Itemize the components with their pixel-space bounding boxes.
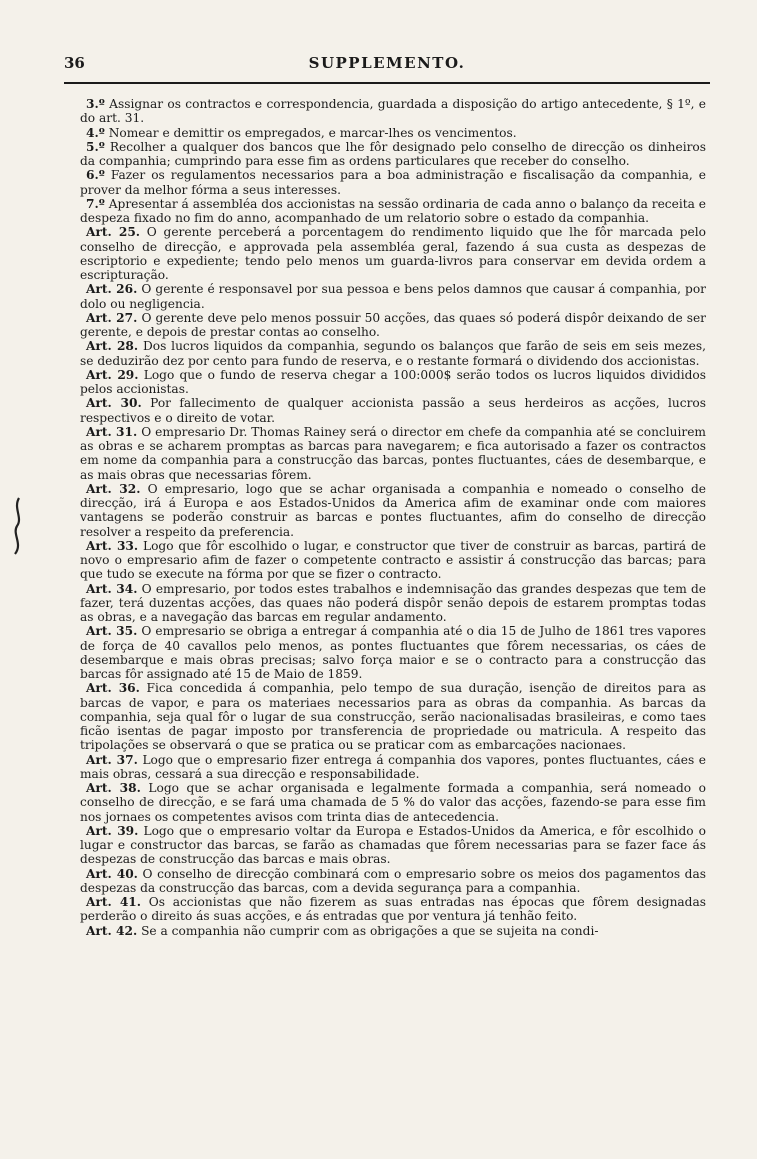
article-paragraph xyxy=(80,624,706,681)
article-text: Recolher a qualquer dos bancos que lhe fôr designado pelo conselho de direcção os dinheiros da companhia; cumprindo para esse fim as ordens particulares que receber do conselho. xyxy=(80,139,707,168)
article-text: Logo que o empresario fizer entrega á companhia dos vapores, pontes fluctuantes, cáes e mais obras, cessará a sua direcção e responsabilidade. xyxy=(80,752,707,781)
article-paragraph xyxy=(80,368,706,397)
article-paragraph xyxy=(80,97,706,126)
article-text: Os accionistas que não fizerem as suas entradas nas épocas que fôrem designadas perderão o direito ás suas acções, e ás entradas que por ventura já tenhão feito. xyxy=(80,895,707,924)
article-number: 5.º xyxy=(86,139,105,154)
article-number: Art. 33. xyxy=(86,538,139,553)
article-paragraph xyxy=(80,225,706,282)
article-paragraph xyxy=(80,126,706,140)
article-text: Logo que o fundo de reserva chegar a 100:000$ serão todos os lucros liquidos divididos pelos accionistas. xyxy=(80,367,706,396)
article-number: Art. 41. xyxy=(86,895,142,909)
article-paragraph xyxy=(80,140,706,169)
article-paragraph xyxy=(80,311,706,340)
article-paragraph xyxy=(80,781,706,824)
article-number: 6.º xyxy=(86,168,105,183)
article-number: Art. 34. xyxy=(86,581,138,596)
article-text: Nomear e demittir os empregados, e marcar-lhes os vencimentos. xyxy=(108,125,517,140)
article-paragraph xyxy=(80,895,706,924)
article-number: Art. 39. xyxy=(86,823,139,838)
article-text: O empresario Dr. Thomas Rainey será o director em chefe da companhia até se concluirem as obras e se acharem promptas as barcas para navegarem; e fica autorisado a fazer os contractos em nome da companhia para a construcção das barcas, pontes fluctuantes, cáes de desembarque, e as mais obras que necessarias fôrem. xyxy=(80,424,706,482)
article-body xyxy=(80,97,706,938)
article-text: O conselho de direcção combinará com o empresario sobre os meios dos pagamentos das despezas da construcção das barcas, com a devida segurança para a companhia. xyxy=(80,866,706,895)
article-text: O empresario, logo que se achar organisada a companhia e nomeado o conselho de direcção, irá á Europa e aos Estados-Unidos da America afim de examinar onde com maiores vantagens se poderão construir as barcas e pontes fluctuantes, afim do conselho de direcção resolver a respeito da preferencia. xyxy=(80,481,707,539)
article-text: O gerente é responsavel por sua pessoa e bens pelos damnos que causar á companhia, por dolo ou negligencia. xyxy=(80,282,707,311)
article-number: Art. 28. xyxy=(86,339,139,354)
article-text: Apresentar á assembléa dos accionistas na sessão ordinaria de cada anno o balanço da receita e despeza fixado no fim do anno, acompanhado de um relatorio sobre o estado da companhia. xyxy=(80,196,707,225)
article-text: O empresario, por todos estes trabalhos e indemnisação das grandes despezas que tem de fazer, terá duzentas acções, das quaes não poderá dispôr senão depois de estarem promptas todas as obras, e a navegação das barcas em regular andamento. xyxy=(80,581,707,624)
article-paragraph xyxy=(80,425,706,482)
article-text: Fica concedida á companhia, pelo tempo de sua duração, isenção de direitos para as barcas de vapor, e para os materiaes necessarios para as obras da companhia. As barcas da companhia, seja qual fôr o lugar de sua construcção, serão nacionalisadas brasileiras, e como taes ficão isentas de pagar imposto por transferencia de propriedade ou matricula. A respeito das tripolações se observará o que se pratica ou se praticar com as embarcações nacionaes. xyxy=(80,681,706,753)
page-number: 36 xyxy=(64,54,85,72)
article-text: O gerente deve pelo menos possuir 50 acções, das quaes só poderá dispôr deixando de ser gerente, e depois de prestar contas ao conselho. xyxy=(80,310,707,339)
article-number: 3.º xyxy=(86,97,105,111)
article-number: Art. 36. xyxy=(86,681,140,696)
article-text: Logo que o empresario voltar da Europa e Estados-Unidos da America, e fôr escolhido o lugar e constructor das barcas, se farão as chamadas que fôrem necessarias para se fazer face ás despezas de construcção das barcas e mais obras. xyxy=(80,823,707,867)
page-header xyxy=(64,54,710,78)
article-text: Fazer os regulamentos necessarios para a boa administração e fiscalisação da companhia, e prover da melhor fórma a seus interesses. xyxy=(80,168,706,197)
article-number: Art. 32. xyxy=(86,481,141,496)
article-paragraph xyxy=(80,867,706,896)
header-rule xyxy=(64,82,710,84)
article-text: Por fallecimento de qualquer accionista passão a seus herdeiros as acções, lucros respectivos e o direito de votar. xyxy=(80,396,706,425)
article-paragraph xyxy=(80,197,706,226)
article-number: Art. 29. xyxy=(86,367,139,382)
article-paragraph xyxy=(80,753,706,782)
article-number: Art. 27. xyxy=(86,310,138,325)
article-number: Art. 31. xyxy=(86,424,138,439)
article-number: Art. 26. xyxy=(86,282,138,297)
article-text: Se a companhia não cumprir com as obrigações a que se sujeita na condi- xyxy=(141,923,599,938)
article-text: O empresario se obriga a entregar á companhia até o dia 15 de Julho de 1861 tres vapores de força de 40 cavallos pelo menos, as pontes fluctuantes que fôrem necessarias, os cáes de desembarque e mais obras precisas; salvo força maior e se o contracto para a construcção das barcas fôr assignado até 15 de Maio de 1859. xyxy=(80,624,707,681)
article-paragraph xyxy=(80,168,706,197)
article-number: 4.º xyxy=(86,125,105,140)
article-paragraph xyxy=(80,582,706,625)
article-text: O gerente perceberá a porcentagem do rendimento liquido que lhe fôr marcada pelo conselho de direcção, e approvada pela assembléa geral, fazendo á sua custa as despezas de escriptorio e expediente; tendo pelo menos um guarda-livros para conservar em devida ordem a escripturação. xyxy=(80,225,707,282)
article-text: Logo que se achar organisada e legalmente formada a companhia, será nomeado o conselho de direcção, e se fará uma chamada de 5 % do valor das acções, fazendo-se para esse fim nos jornaes os competentes avisos com trinta dias de antecedencia. xyxy=(80,781,707,824)
article-paragraph xyxy=(80,539,706,582)
article-number: Art. 30. xyxy=(86,396,142,411)
article-text: Assignar os contractos e correspondencia, guardada a disposição do artigo antecedente, § 1º, e do art. 31. xyxy=(80,97,706,126)
article-paragraph xyxy=(80,482,706,539)
article-number: Art. 38. xyxy=(86,781,141,795)
article-paragraph xyxy=(80,824,706,867)
margin-bracket-mark xyxy=(9,496,27,556)
article-number: Art. 42. xyxy=(86,923,138,938)
article-text: Dos lucros liquidos da companhia, segundo os balanços que farão de seis em seis mezes, se deduzirão dez por cento para fundo de reserva, e o restante formará o dividendo dos accionistas. xyxy=(80,339,707,368)
article-number: Art. 35. xyxy=(86,624,138,639)
article-number: Art. 37. xyxy=(86,752,138,767)
article-number: Art. 25. xyxy=(86,225,141,240)
article-paragraph xyxy=(80,924,706,938)
article-number: Art. 40. xyxy=(86,866,138,881)
article-paragraph xyxy=(80,339,706,368)
article-paragraph xyxy=(80,282,706,311)
running-title: SUPPLEMENTO. xyxy=(308,54,466,72)
article-number: 7.º xyxy=(86,196,105,211)
article-paragraph xyxy=(80,396,706,425)
article-text: Logo que fôr escolhido o lugar, e constructor que tiver de construir as barcas, partirá de novo o empresario afim de fazer o competente contracto e assistir á construcção das barcas; para que tudo se execute na fórma por que se fizer o contracto. xyxy=(80,538,706,582)
article-paragraph xyxy=(80,681,706,752)
